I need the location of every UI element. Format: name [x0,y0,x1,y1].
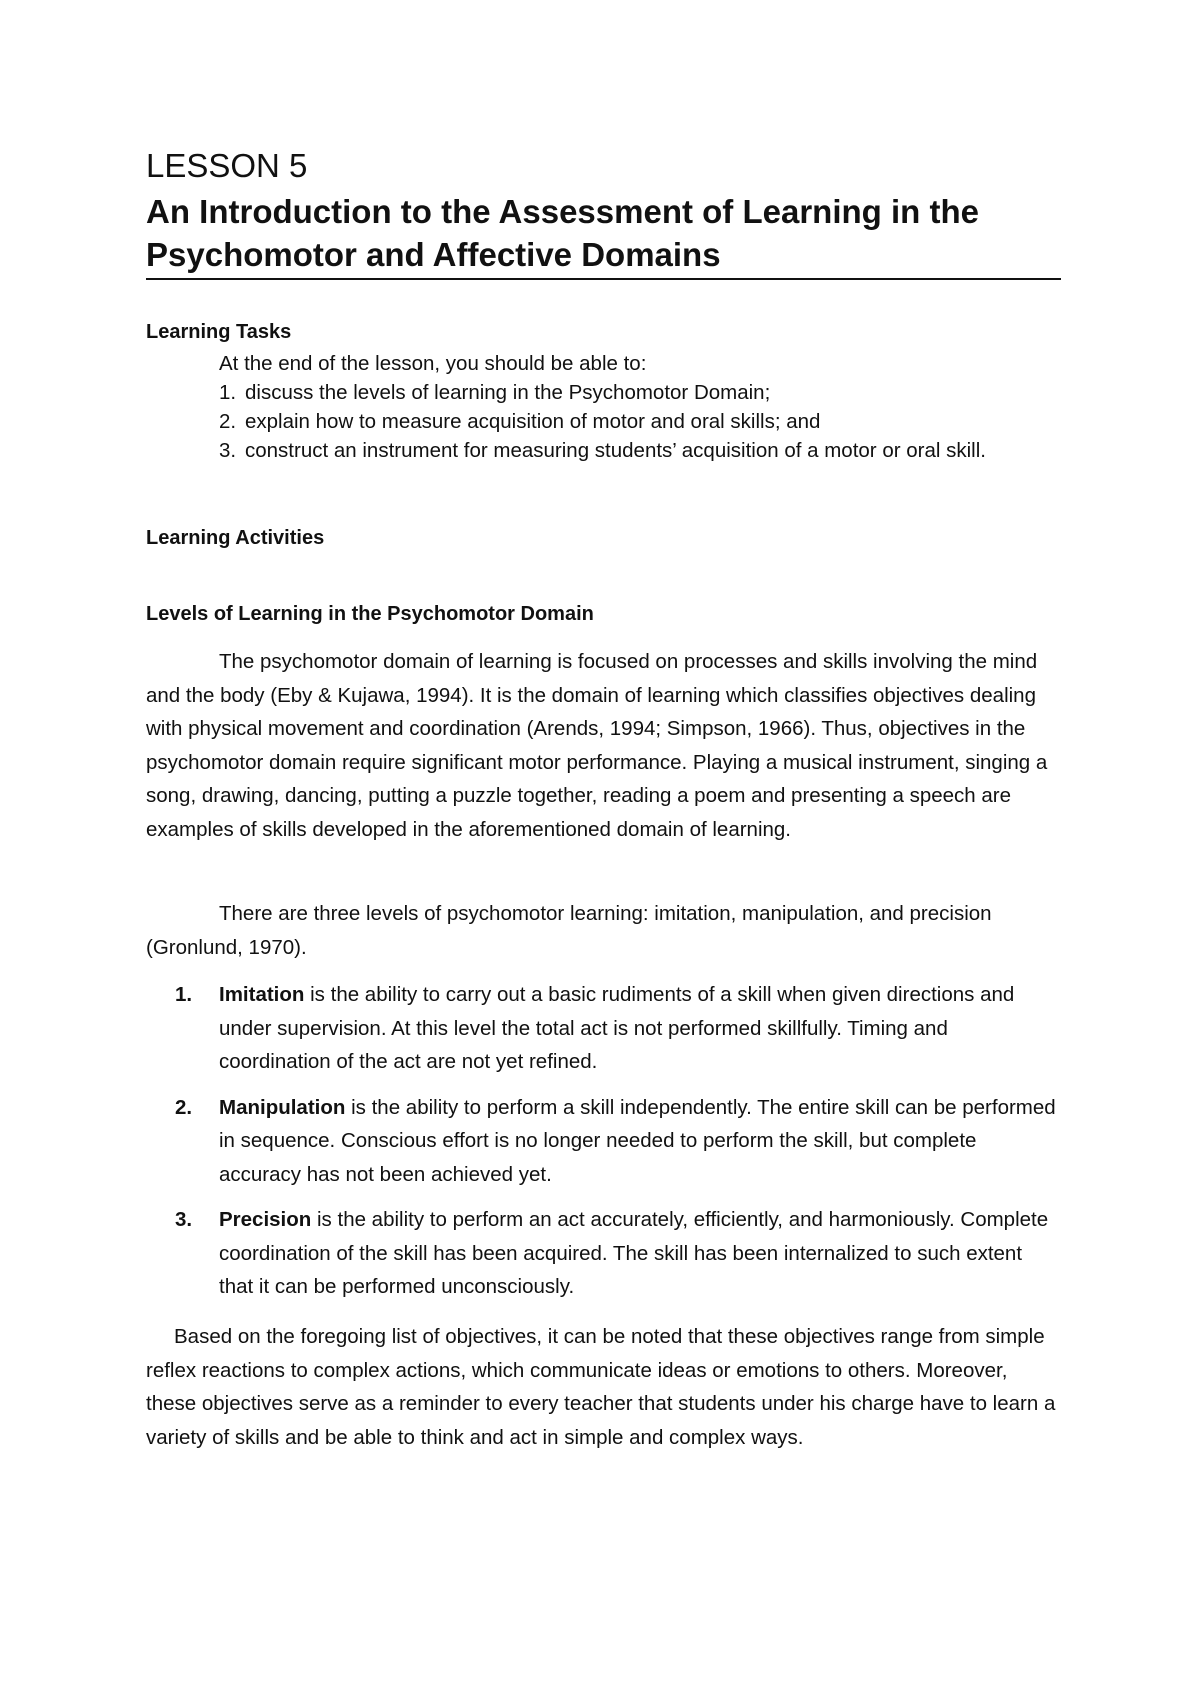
intro-paragraph: The psychomotor domain of learning is focused on processes and skills involving the mind and the body (Eby & Kujawa, 1994). It is the domain of learning which classifies objectives dealing with physical movement and coordination (Arends, 1994; Simpson, 1966). Thus, objectives in the psychomotor domain require significant motor performance. Playing a musical instrument, singing a song, drawing, dancing, putting a puzzle together, reading a poem and presenting a speech are examples of skills developed in the aforementioned domain of learning. [146,650,1048,841]
list-item [219,436,1061,465]
levels-list [146,978,1061,1316]
task-text: explain how to measure acquisition of motor and oral skills; and [245,410,821,433]
list-item [219,378,1061,407]
task-number: 2. [219,410,237,433]
list-item [146,978,1061,1079]
lesson-title: An Introduction to the Assessment of Learning in the Psychomotor and Affective Domains [146,190,1061,280]
level-number: 1. [175,983,193,1006]
learning-tasks-heading: Learning Tasks [146,321,292,343]
level-text: is the ability to perform a skill independently. The entire skill can be performed in sequence. Conscious effort is no longer needed to perform the skill, but complete accuracy has not been achieved yet. [219,1095,1056,1186]
list-item [146,1091,1061,1192]
lesson-label: LESSON 5 [146,147,308,184]
level-number: 2. [175,1095,193,1119]
closing-paragraph: Based on the foregoing list of objectives, it can be noted that these objectives range from simple reflex reactions to complex actions, which communicate ideas or emotions to others. Moreover, these objectives serve as a reminder to every teacher that students under his charge have to learn a variety of skills and be able to think and act in simple and complex ways. [146,1325,1056,1449]
learning-tasks-intro: At the end of the lesson, you should be able to: [219,352,647,375]
task-text: construct an instrument for measuring students’ acquisition of a motor or oral skill. [245,439,986,462]
list-item [219,407,1061,436]
levels-intro-paragraph: There are three levels of psychomotor learning: imitation, manipulation, and precision (Gronlund, 1970). [146,902,992,959]
task-number: 3. [219,439,237,462]
learning-tasks-list [219,349,1061,465]
levels-section-heading: Levels of Learning in the Psychomotor Domain [146,603,594,625]
task-number: 1. [219,381,237,404]
task-text: discuss the levels of learning in the Psychomotor Domain; [245,381,771,404]
learning-activities-heading: Learning Activities [146,527,325,549]
level-description [219,1203,1061,1304]
level-description [219,1091,1061,1192]
list-item [146,1203,1061,1304]
level-term: Manipulation [219,1095,346,1119]
level-text: is the ability to perform an act accurately, efficiently, and harmoniously. Complete coordination of the skill has been acquired. The skill has been internalized to such extent that it can be performed unconsciously. [219,1208,1049,1298]
level-term: Precision [219,1208,312,1231]
level-term: Imitation [219,983,305,1006]
level-text: is the ability to carry out a basic rudiments of a skill when given directions and under supervision. At this level the total act is not performed skillfully. Timing and coordination of the act are not yet refined. [219,983,1015,1073]
level-description [219,978,1061,1079]
level-number: 3. [175,1208,193,1231]
